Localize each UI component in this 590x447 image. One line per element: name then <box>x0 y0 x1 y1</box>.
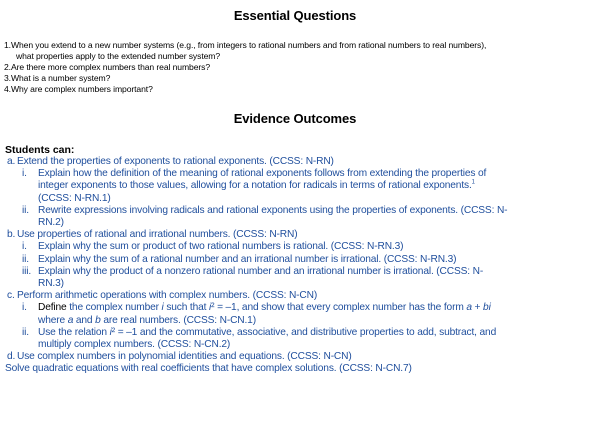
outcome-b-i <box>5 241 585 253</box>
outcome-b <box>5 229 585 241</box>
outcome-marker: i. <box>22 241 27 253</box>
math-variable: a <box>466 302 472 314</box>
essential-questions-list <box>4 40 586 95</box>
outcome-d <box>5 351 585 363</box>
outcome-last: Solve quadratic equations with real coefficients that have complex solutions. (CCSS: N-CN.7) <box>5 363 412 375</box>
outcome-a-i <box>5 168 585 205</box>
outcome-text: Use complex numbers in polynomial identities and equations. (CCSS: N-CN) <box>17 351 352 363</box>
question-item <box>4 40 586 62</box>
outcome-b-iii <box>5 266 585 290</box>
text-run: and <box>73 314 96 326</box>
outcome-text <box>38 315 585 327</box>
footnote-marker: 1 <box>471 180 475 187</box>
math-variable: i <box>109 326 112 338</box>
question-text: 1.When you extend to a new number systems (e.g., from integers to rational numbers and from rational numbers to real numbers), <box>4 40 487 50</box>
outcome-text <box>38 327 585 339</box>
question-text: 4.Why are complex numbers important? <box>4 84 153 94</box>
text-run: + <box>471 302 484 314</box>
text-run: the complex number <box>66 302 162 314</box>
text-run: where <box>38 314 68 326</box>
evidence-outcomes-list <box>5 156 585 376</box>
outcome-text: multiply complex numbers. (CCSS: N-CN.2) <box>38 339 231 351</box>
question-item <box>4 62 586 73</box>
text-run: Use the relation <box>38 326 110 338</box>
outcome-marker: a. <box>7 156 16 167</box>
outcome-marker: i. <box>22 302 27 314</box>
outcome-text: Explain why the sum or product of two rational numbers is rational. (CCSS: N-RN.3) <box>38 241 404 253</box>
text-run: ² = –1, and show that every complex number has the form <box>211 302 467 314</box>
question-text: 3.What is a number system? <box>4 73 111 83</box>
outcome-text: Explain why the product of a nonzero rational number and an irrational number is irrational. (CCSS: N- <box>38 265 484 277</box>
outcome-marker: ii. <box>22 253 29 265</box>
math-variable: i <box>209 302 212 314</box>
question-item <box>4 84 586 95</box>
outcome-text: Perform arithmetic operations with complex numbers. (CCSS: N-CN) <box>17 290 318 302</box>
outcome-text: RN.2) <box>38 217 64 229</box>
outcome-marker: iii. <box>22 265 32 277</box>
text-run: such that <box>163 302 210 314</box>
outcome-text: integer exponents to those values, allowing for a notation for radicals in terms of rational exponents. <box>38 180 472 192</box>
math-variable: bi <box>483 302 491 314</box>
question-text-continued: what properties apply to the extended number system? <box>16 51 221 61</box>
outcome-text: RN.3) <box>38 278 64 290</box>
outcome-marker: b. <box>7 229 16 241</box>
outcome-text: Use properties of rational and irrational numbers. (CCSS: N-RN) <box>17 229 298 241</box>
outcome-text <box>38 302 585 314</box>
math-variable: a <box>67 314 74 326</box>
essential-questions-heading: Essential Questions <box>233 8 357 23</box>
outcome-marker: ii. <box>22 204 29 216</box>
define-keyword: Define <box>38 302 67 314</box>
outcome-c <box>5 290 585 302</box>
outcome-marker: c. <box>7 290 15 302</box>
question-text: 2.Are there more complex numbers than real numbers? <box>4 62 211 72</box>
text-run: are real numbers. (CCSS: N-CN.1) <box>100 314 256 326</box>
outcome-text: Explain how the definition of the meaning of rational exponents follows from extending the properties of <box>38 168 487 180</box>
outcome-text: Extend the properties of exponents to rational exponents. (CCSS: N-RN) <box>17 156 334 167</box>
evidence-outcomes-heading: Evidence Outcomes <box>233 111 357 126</box>
question-item <box>4 73 586 84</box>
outcome-a-ii <box>5 205 585 229</box>
outcome-text: (CCSS: N-RN.1) <box>38 192 111 204</box>
outcome-marker: d. <box>7 351 16 363</box>
outcome-a <box>5 156 585 168</box>
outcome-b-ii <box>5 254 585 266</box>
outcome-c-ii <box>5 327 585 351</box>
students-can-label: Students can: <box>5 144 75 156</box>
outcome-c-i <box>5 302 585 326</box>
outcome-text: Explain why the sum of a rational number and an irrational number is irrational. (CCSS: N-RN.3) <box>38 253 457 265</box>
text-run: ² = –1 and the commutative, associative, and distributive properties to add, subtract, and <box>111 326 497 338</box>
math-variable: b <box>95 314 101 326</box>
outcome-marker: ii. <box>22 326 29 338</box>
outcome-marker: i. <box>22 168 27 180</box>
math-variable: i <box>161 302 164 314</box>
outcome-text: Rewrite expressions involving radicals and rational exponents using the properties of exponents. (CCSS: N- <box>38 204 508 216</box>
